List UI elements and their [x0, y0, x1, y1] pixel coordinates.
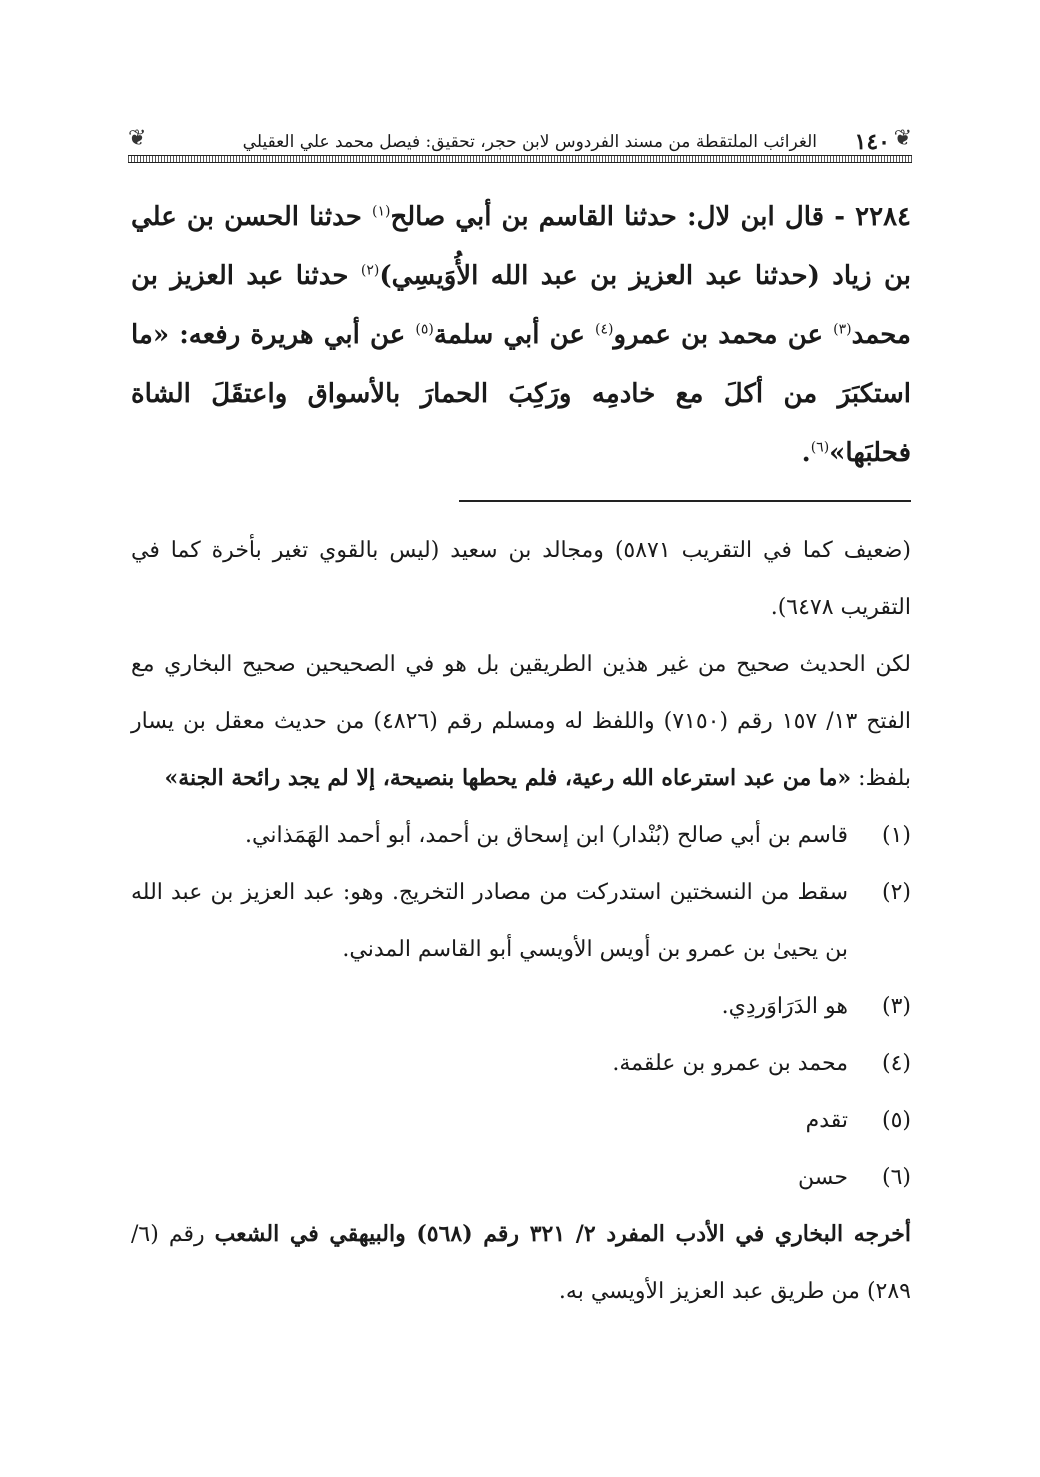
- hadith-line: عن أبي سلمة: [433, 320, 596, 350]
- footnote-number: (٤): [881, 1051, 911, 1076]
- footnote-item: [131, 864, 911, 978]
- footnote-number: (١): [881, 823, 911, 848]
- hadith-end: .: [801, 438, 811, 468]
- footnote-ref: (٤): [595, 321, 614, 338]
- footnote-text: حسن: [798, 1165, 848, 1190]
- footnote-ref: (٦): [810, 439, 830, 456]
- floral-ornament-icon: ❦: [893, 126, 912, 151]
- page-number: ١٤٠: [854, 129, 890, 155]
- hadith-text: [131, 188, 911, 483]
- footnote-text: محمد بن عمرو بن علقمة.: [612, 1051, 848, 1076]
- footnotes: [131, 522, 911, 1320]
- footnote-ref: (٥): [415, 321, 434, 338]
- footnote-continuation: [131, 1206, 911, 1320]
- footnote-ref: (٣): [833, 321, 852, 338]
- footnote-continuation: [131, 636, 911, 807]
- footnote-ref: (٢): [360, 262, 380, 279]
- quoted-hadith: «ما من عبد استرعاه الله رعية، فلم يحطها بنصيحة، إلا لم يجد رائحة الجنة»: [164, 765, 852, 791]
- header-rule: [128, 155, 912, 163]
- hadith-line: عن محمد بن عمرو: [613, 320, 834, 350]
- footnote-item: [131, 1092, 911, 1149]
- hadith-line: ٢٢٨٤ - قال ابن لال: حدثنا القاسم بن أبي صالح: [390, 202, 911, 232]
- hadith-line: حدثنا الحسن بن علي بن زياد (حدثنا عبد العزيز بن عبد الله الأُوَيسِي): [131, 202, 911, 291]
- footnote-number: (٣): [881, 994, 911, 1019]
- footnote-number: (٢): [881, 880, 911, 905]
- footnote-separator: [459, 500, 911, 502]
- footnote-item: [131, 1035, 911, 1092]
- footnote-text: لكن الحديث صحيح من غير هذين الطريقين بل هو في الصحيحين صحيح البخاري مع الفتح ١٣/ ١٥٧ رقم (٧١٥٠) واللفظ له ومسلم رقم (٤٨٢٦) من حديث معقل بن يسار بلفظ:: [131, 652, 912, 791]
- footnote-item: [131, 807, 911, 864]
- footnote-number: (٥): [881, 1108, 911, 1133]
- footnote-text: سقط من النسختين استدركت من مصادر التخريج. وهو: عبد العزيز بن عبد الله بن يحيىٰ بن عمرو بن أويس الأويسي أبو القاسم المدني.: [131, 880, 848, 962]
- footnote-item: [131, 1149, 911, 1206]
- footnote-ref: (١): [371, 203, 391, 220]
- footnote-text: رقم (٦/ ٢٨٩) من طريق عبد العزيز الأويسي به.: [131, 1222, 911, 1304]
- running-header: [128, 118, 912, 164]
- footnote-number: (٦): [881, 1165, 911, 1190]
- hadith-line: حدثنا عبد العزيز بن محمد: [131, 261, 911, 350]
- footnote-text: تقدم: [805, 1108, 848, 1133]
- footnote-text: أخرجه البخاري في الأدب المفرد ٢/ ٣٢١ رقم (٥٦٨) والبيهقي في الشعب: [214, 1221, 911, 1247]
- footnote-continuation: (ضعيف كما في التقريب ٥٨٧١) ومجالد بن سعيد (ليس بالقوي تغير بأخرة كما في التقريب ٦٤٧٨).: [131, 538, 911, 620]
- hadith-line: عن أبي هريرة رفعه: «ما استكبَرَ من أكلَ مع خادمِه ورَكِبَ الحمارَ بالأسواق واعتقَلَ الشاة فحلبَها»: [131, 320, 911, 468]
- footnote-text: قاسم بن أبي صالح (بُنْدار) ابن إسحاق بن أحمد، أبو أحمد الهَمَذاني.: [245, 823, 848, 848]
- footnote-item: [131, 978, 911, 1035]
- header-title: الغرائب الملتقطة من مسند الفردوس لابن حجر، تحقيق: فيصل محمد علي العقيلي: [242, 132, 817, 152]
- floral-ornament-icon: ❦: [128, 126, 147, 151]
- footnote-text: هو الدَرَاوَردِي.: [721, 994, 848, 1019]
